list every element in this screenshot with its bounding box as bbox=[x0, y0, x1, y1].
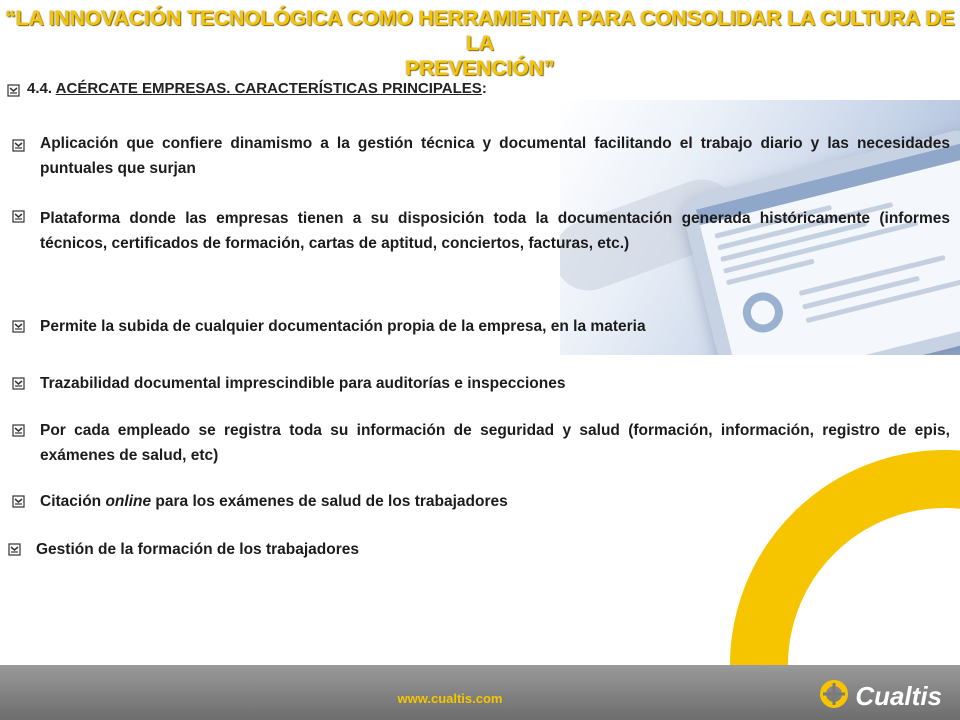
bullet-item: Permite la subida de cualquier documentación propia de la empresa, en la materia bbox=[40, 318, 646, 335]
cualtis-logo-icon bbox=[819, 679, 849, 714]
section-title: ACÉRCATE EMPRESAS. CARACTERÍSTICAS PRINCIPALES bbox=[55, 80, 482, 97]
online-emphasis: online bbox=[105, 493, 152, 510]
document-bullet-icon bbox=[12, 424, 25, 437]
bullet-item-online bbox=[40, 489, 950, 514]
bullet-item: Aplicación que confiere dinamismo a la gestión técnica y documental facilitando el trabajo diario y las necesidades puntuales que surjan bbox=[40, 135, 950, 177]
bullet-item: Gestión de la formación de los trabajadores bbox=[36, 541, 360, 558]
slide-title bbox=[0, 6, 960, 81]
website-link[interactable]: www.cualtis.com bbox=[397, 691, 503, 706]
section-colon: : bbox=[481, 80, 487, 97]
brand-logo bbox=[819, 679, 942, 714]
bullet-item: Plataforma donde las empresas tienen a su disposición toda la documentación generada históricamente (informes técnicos, certificados de formación, cartas de aptitud, conciertos, facturas, etc.) bbox=[40, 210, 950, 252]
slide-title-line1: “LA INNOVACIÓN TECNOLÓGICA COMO HERRAMIENTA PARA CONSOLIDAR LA CULTURA DE LA bbox=[5, 7, 955, 55]
online-after: para los exámenes de salud de los trabajadores bbox=[151, 493, 508, 510]
section-number: 4.4. bbox=[27, 80, 53, 97]
document-bullet-icon bbox=[12, 210, 25, 223]
slide-title-line2: PREVENCIÓN” bbox=[405, 57, 555, 80]
document-bullet-icon bbox=[8, 543, 21, 556]
footer-bar bbox=[0, 665, 960, 720]
online-before: Citación bbox=[40, 493, 106, 510]
document-bullet-icon bbox=[12, 495, 25, 508]
bullet-item: Por cada empleado se registra toda su información de seguridad y salud (formación, información, registro de epis, exámenes de salud, etc) bbox=[40, 422, 950, 464]
brand-name: Cualtis bbox=[855, 681, 942, 711]
document-bullet-icon bbox=[12, 139, 25, 152]
section-heading bbox=[11, 80, 487, 97]
document-bullet-icon bbox=[12, 377, 25, 390]
bullet-item: Trazabilidad documental imprescindible para auditorías e inspecciones bbox=[40, 375, 566, 392]
document-bullet-icon bbox=[12, 320, 25, 333]
